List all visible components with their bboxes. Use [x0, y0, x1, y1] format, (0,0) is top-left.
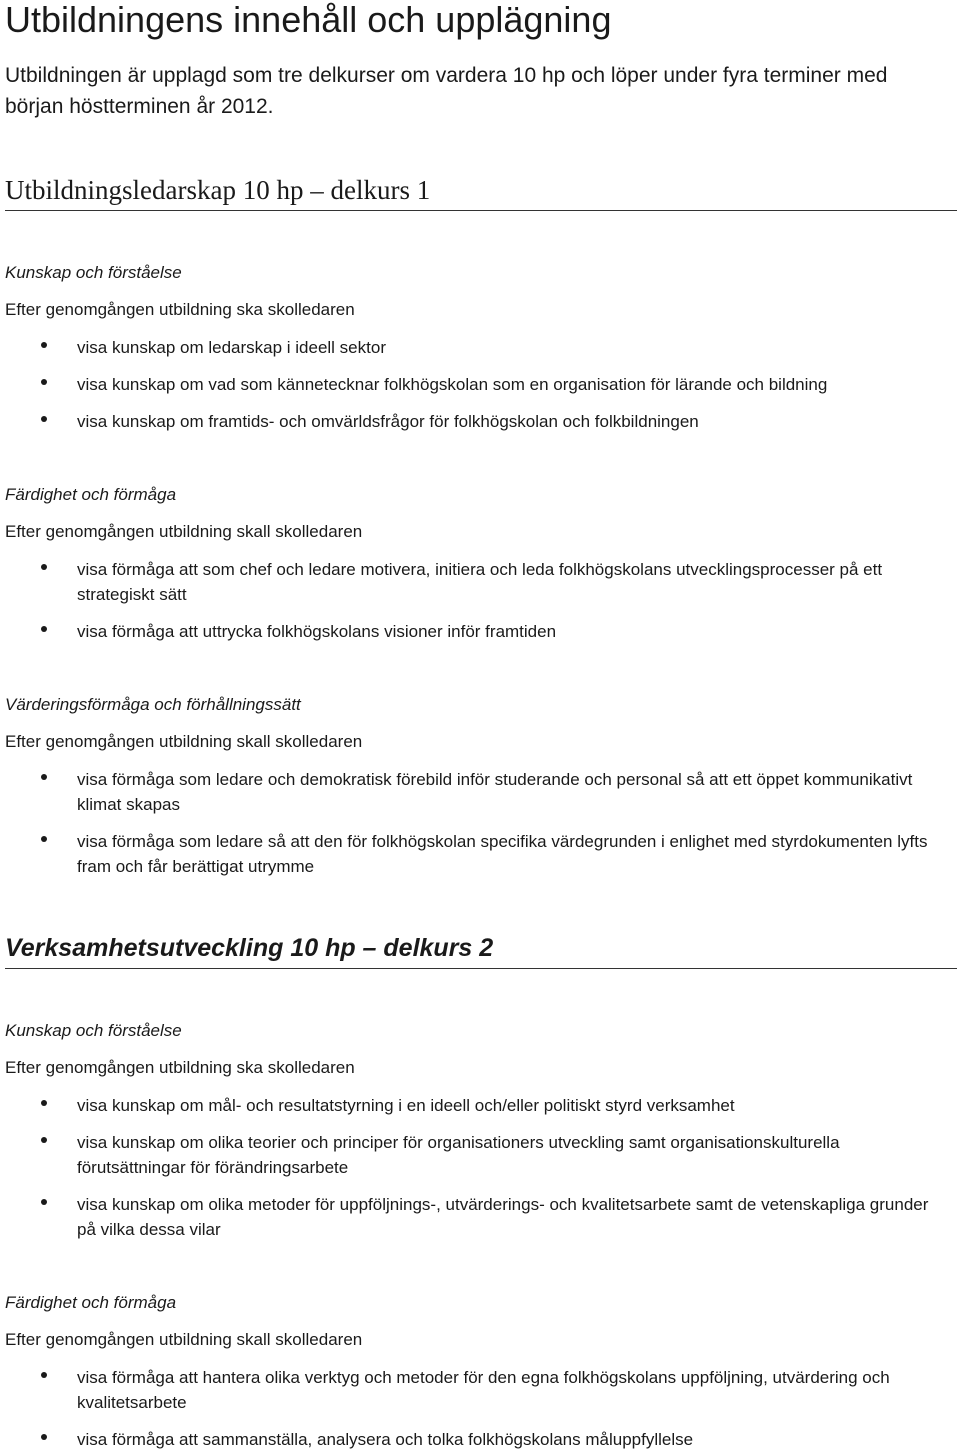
bullet-icon	[41, 564, 47, 570]
list-item-text: visa kunskap om mål- och resultatstyrning i en ideell och/eller politiskt styrd verksamhet	[77, 1096, 735, 1115]
bullet-icon	[41, 1100, 47, 1106]
s1-vardering-heading: Värderingsförmåga och förhållningssätt	[5, 695, 301, 714]
list-item-text: visa kunskap om olika teorier och principer för organisationers utveckling samt organisationskulturella förutsättningar för förändringsarbete	[77, 1133, 840, 1177]
document-title: Utbildningens innehåll och upplägning	[5, 0, 612, 40]
bullet-icon	[41, 342, 47, 348]
intro-paragraph: Utbildningen är upplagd som tre delkurser om vardera 10 hp och löper under fyra terminer med början höstterminen år 2012.	[5, 64, 888, 118]
bullet-icon	[41, 836, 47, 842]
list-item-text: visa förmåga att hantera olika verktyg och metoder för den egna folkhögskolans uppföljning, utvärdering och kvalitetsarbete	[77, 1368, 890, 1412]
bullet-icon	[41, 1372, 47, 1378]
list-item-text: visa kunskap om vad som kännetecknar folkhögskolan som en organisation för lärande och bildning	[77, 375, 828, 394]
bullet-icon	[41, 1199, 47, 1205]
bullet-icon	[41, 1137, 47, 1143]
s2-kunskap-lead: Efter genomgången utbildning ska skolledaren	[5, 1058, 355, 1077]
s2-fardighet-lead: Efter genomgången utbildning skall skolledaren	[5, 1330, 363, 1349]
bullet-icon	[41, 416, 47, 422]
bullet-icon	[41, 774, 47, 780]
list-item-text: visa kunskap om framtids- och omvärldsfrågor för folkhögskolan och folkbildningen	[77, 412, 699, 431]
list-item-text: visa förmåga som ledare så att den för folkhögskolan specifika värdegrunden i enlighet med styrdokumenten lyfts fram och får berättigat utrymme	[77, 832, 928, 876]
list-item-text: visa förmåga att som chef och ledare motivera, initiera och leda folkhögskolans utvecklingsprocesser på ett strategiskt sätt	[77, 560, 883, 604]
list-item-text: visa kunskap om olika metoder för uppföljnings-, utvärderings- och kvalitetsarbete samt de vetenskapliga grunder på vilka dessa vilar	[77, 1195, 929, 1239]
list-item-text: visa förmåga som ledare och demokratisk förebild inför studerande och personal så att ett öppet kommunikativt klimat skapas	[77, 770, 913, 814]
s1-kunskap-lead: Efter genomgången utbildning ska skolledaren	[5, 300, 355, 319]
s2-kunskap-heading: Kunskap och förståelse	[5, 1021, 182, 1040]
s1-fardighet-lead: Efter genomgången utbildning skall skolledaren	[5, 522, 363, 541]
list-item-text: visa kunskap om ledarskap i ideell sektor	[77, 338, 386, 357]
bullet-icon	[41, 626, 47, 632]
s2-fardighet-heading: Färdighet och förmåga	[5, 1293, 177, 1312]
list-item-text: visa förmåga att uttrycka folkhögskolans visioner inför framtiden	[77, 622, 557, 641]
s1-vardering-lead: Efter genomgången utbildning skall skolledaren	[5, 732, 363, 751]
s1-kunskap-heading: Kunskap och förståelse	[5, 263, 182, 282]
section-1-title: Utbildningsledarskap 10 hp – delkurs 1	[5, 173, 957, 211]
list-item-text: visa förmåga att sammanställa, analysera och tolka folkhögskolans måluppfyllelse	[77, 1430, 694, 1449]
s1-fardighet-heading: Färdighet och förmåga	[5, 485, 177, 504]
bullet-icon	[41, 379, 47, 385]
bullet-icon	[41, 1434, 47, 1440]
section-2-title: Verksamhetsutveckling 10 hp – delkurs 2	[5, 931, 957, 969]
